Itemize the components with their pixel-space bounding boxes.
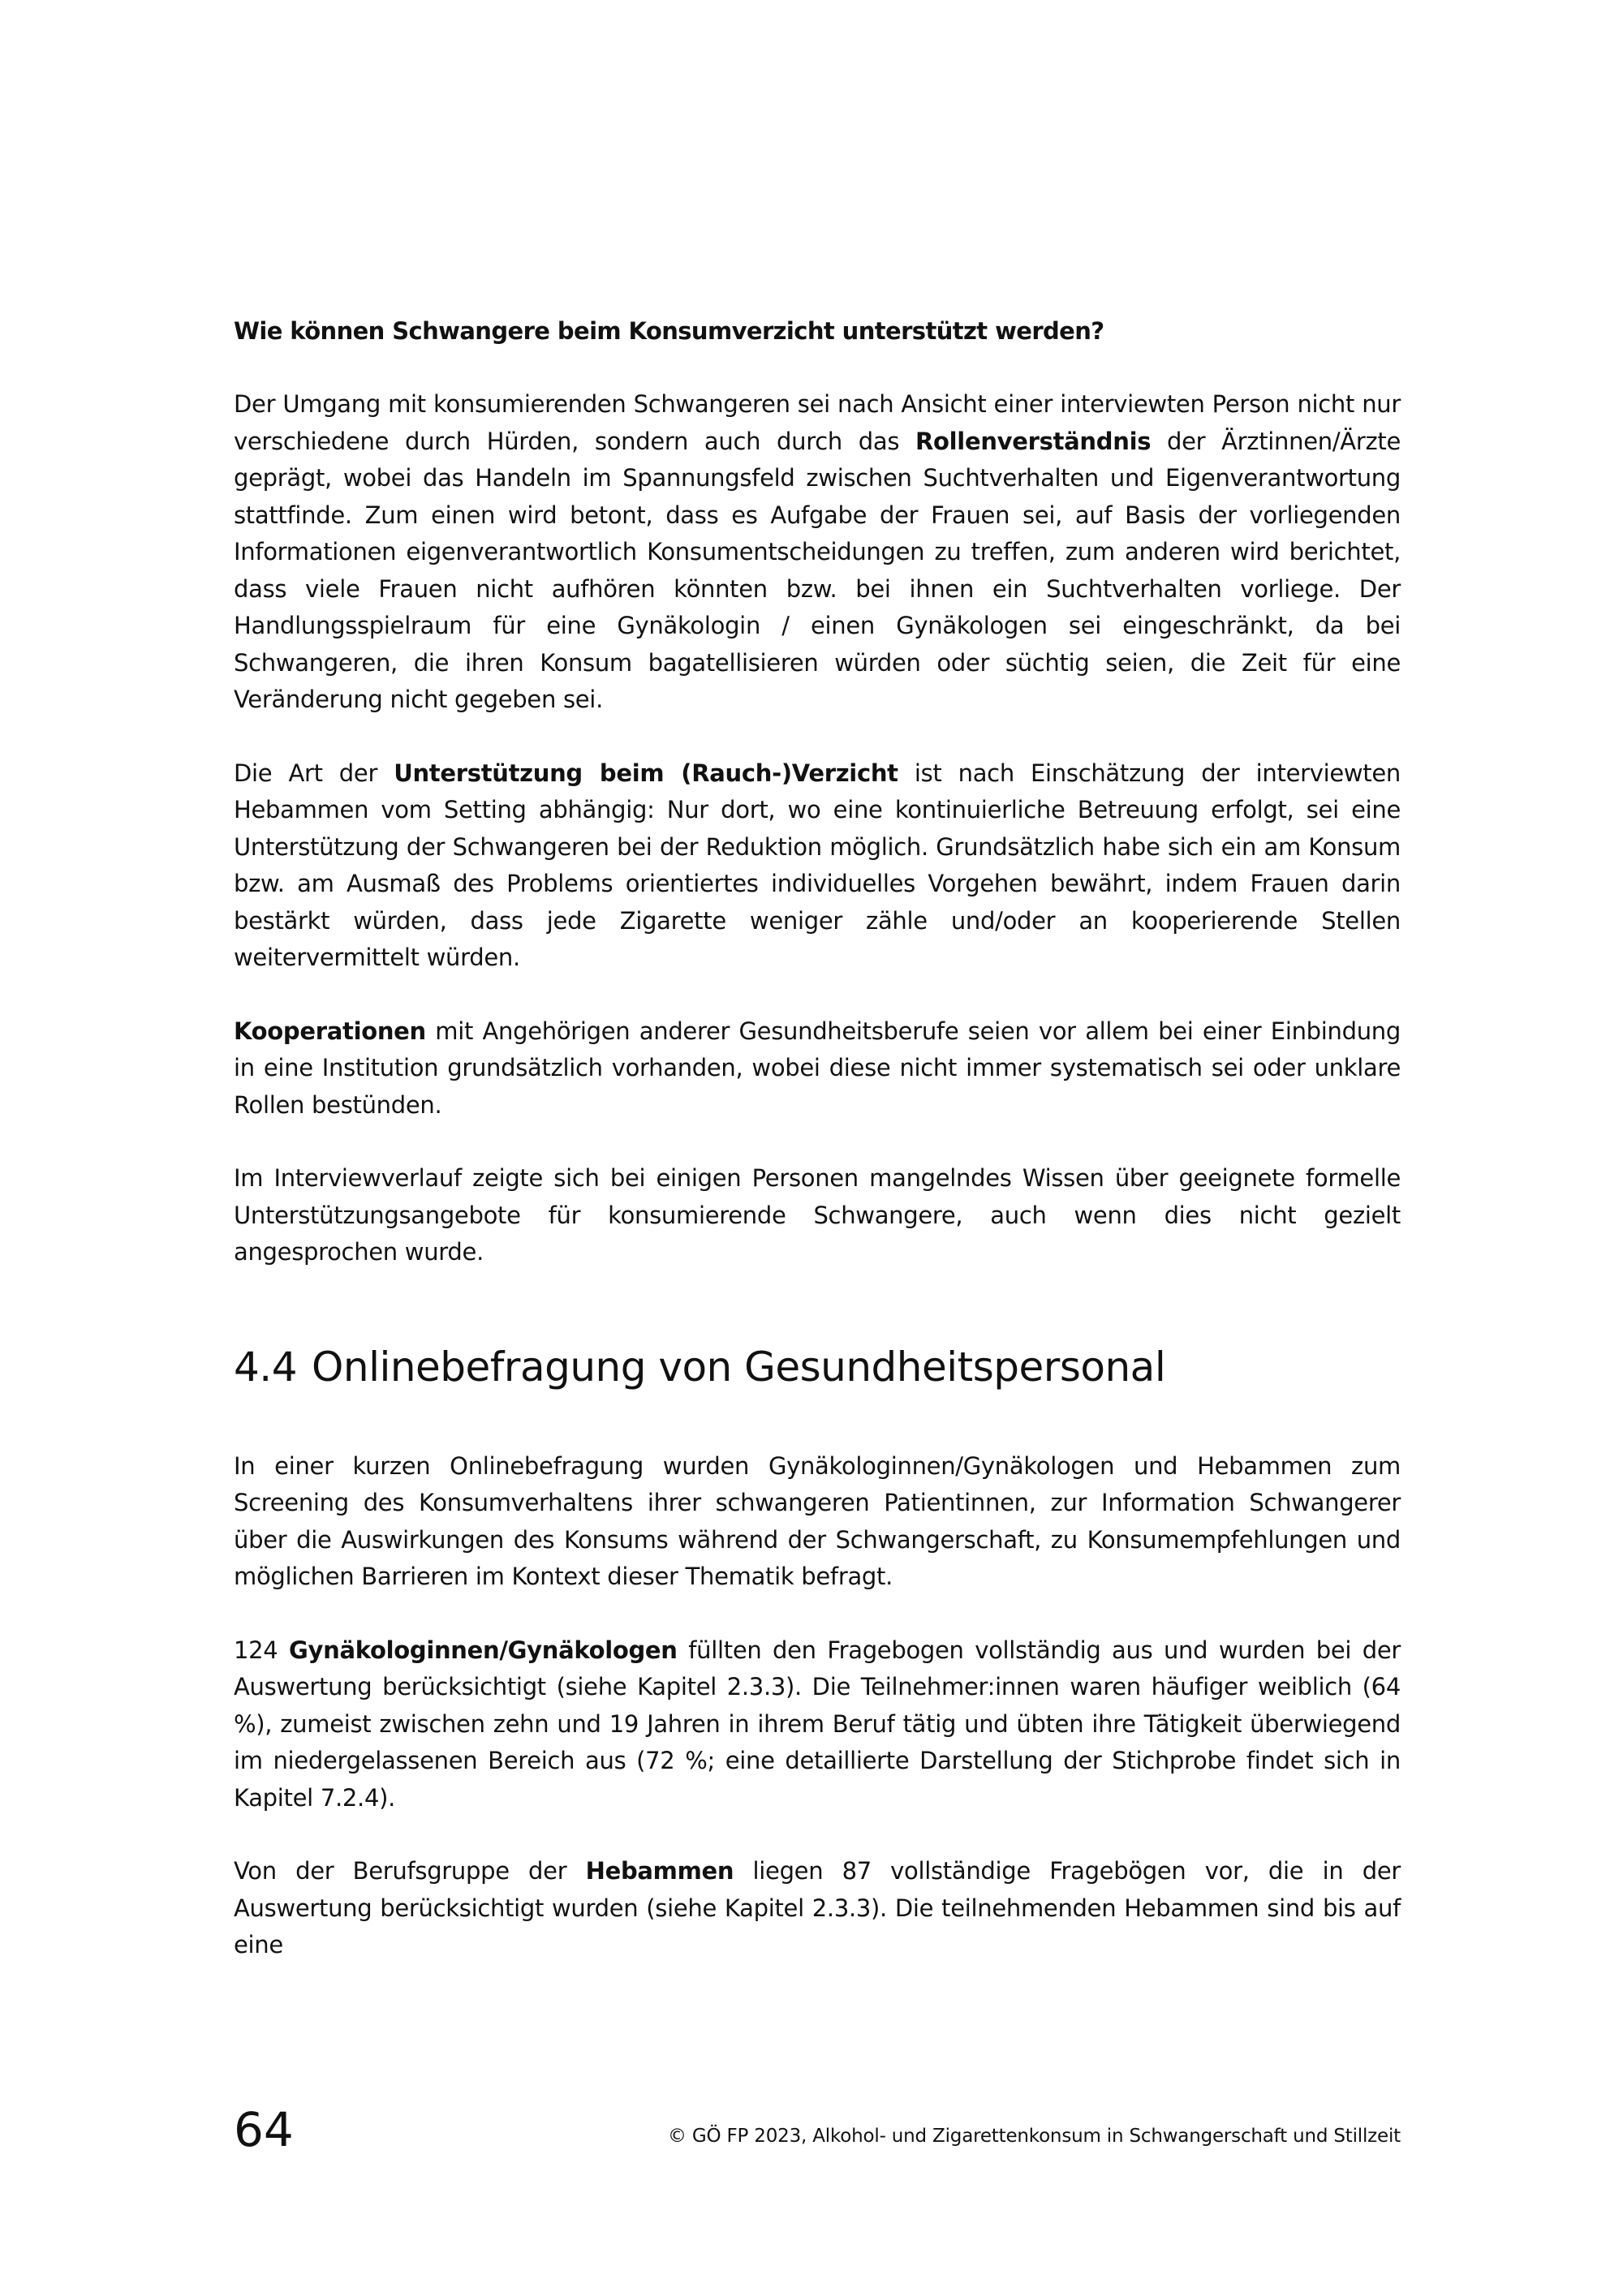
- paragraph-text: Der Umgang mit konsumierenden Schwangeren sei nach Ansicht einer interviewten Person nicht nur verschiedene durch Hürden, sondern auch durch das: [234, 390, 1401, 455]
- page-footer: [234, 2101, 1401, 2158]
- paragraph-text: mit Angehörigen anderer Gesundheitsberufe seien vor allem bei einer Einbindung in eine Institution grundsätzlich vorhanden, wobei diese nicht immer systematisch sei oder unklare Rollen bestünden.: [234, 1017, 1401, 1119]
- subheading: Wie können Schwangere beim Konsumverzicht unterstützt werden?: [234, 317, 1104, 345]
- paragraph-text: 124: [234, 1636, 290, 1664]
- bold-term: Unterstützung beim (Rauch-)Verzicht: [394, 759, 898, 787]
- section-title-text: Onlinebefragung von Gesundheitspersonal: [312, 1343, 1166, 1391]
- paragraph-text: ist nach Einschätzung der interviewten Hebammen vom Setting abhängig: Nur dort, wo eine kontinuierliche Betreuung erfolgt, sei eine Unterstützung der Schwangeren bei der Reduktion möglich. Grundsätzlich habe sich ein am Konsum bzw. am Ausmaß des Problems orientiertes individuelles Vorgehen bewährt, indem Frauen darin bestärkt würden, dass jede Zigarette weniger zähle und/oder an kooperierende Stellen weitervermittelt würden.: [234, 759, 1401, 971]
- paragraph-cooperation: [234, 1013, 1401, 1124]
- paragraph-survey-intro: In einer kurzen Onlinebefragung wurden Gynäkologinnen/Gynäkologen und Hebammen zum Screening des Konsumverhaltens ihrer schwangeren Patientinnen, zur Information Schwangerer über die Auswirkungen des Konsums während der Schwangerschaft, zu Konsumempfehlungen und möglichen Barrieren im Kontext dieser Thematik befragt.: [234, 1451, 1401, 1590]
- paragraph-midwives: [234, 1853, 1401, 1964]
- section-number: 4.4: [234, 1343, 298, 1391]
- paragraph-text: füllten den Fragebogen vollständig aus und wurden bei der Auswertung berücksichtigt (siehe Kapitel 2.3.3). Die Teilnehmer:innen waren häufiger weiblich (64 %), zumeist zwischen zehn und 19 Jahren in ihrem Beruf tätig und übten ihre Tätigkeit überwiegend im niedergelassenen Bereich aus (72 %; eine detaillierte Darstellung der Stichprobe findet sich in Kapitel 7.2.4).: [234, 1636, 1401, 1812]
- paragraph-role-understanding: [234, 386, 1401, 719]
- paragraph-support: [234, 755, 1401, 977]
- paragraph-text: der Ärztinnen/Ärzte geprägt, wobei das Handeln im Spannungsfeld zwischen Suchtverhalten und Eigenverantwortung stattfinde. Zum einen wird betont, dass es Aufgabe der Frauen sei, auf Basis der vorliegenden Informationen eigenverantwortlich Konsumentscheidungen zu treffen, zum anderen wird berichtet, dass viele Frauen nicht aufhören könnten bzw. bei ihnen ein Suchtverhalten vorliege. Der Handlungsspielraum für eine Gynäkologin / einen Gynäkologen sei eingeschränkt, da bei Schwangeren, die ihren Konsum bagatellisieren würden oder süchtig seien, die Zeit für eine Veränderung nicht gegeben sei.: [234, 427, 1401, 713]
- paragraph-text: liegen 87 vollständige Fragebögen vor, die in der Auswertung berücksichtigt wurden (siehe Kapitel 2.3.3). Die teilnehmenden Hebammen sind bis auf eine: [234, 1857, 1401, 1958]
- bold-term: Hebammen: [585, 1857, 734, 1885]
- paragraph-text: Von der Berufsgruppe der: [234, 1857, 586, 1885]
- section-title: [234, 1343, 1401, 1391]
- footer-copyright: © GÖ FP 2023, Alkohol- und Zigarettenkonsum in Schwangerschaft und Stillzeit: [667, 2126, 1401, 2147]
- page-number: 64: [234, 2102, 294, 2157]
- bold-term: Kooperationen: [234, 1017, 426, 1045]
- paragraph-gynecologists: [234, 1632, 1401, 1817]
- paragraph-text: Die Art der: [234, 759, 394, 787]
- bold-term: Gynäkologinnen/Gynäkologen: [289, 1636, 678, 1664]
- paragraph-knowledge: Im Interviewverlauf zeigte sich bei einigen Personen mangelndes Wissen über geeignete formelle Unterstützungsangebote für konsumierende Schwangere, auch wenn dies nicht gezielt angesprochen wurde.: [234, 1164, 1401, 1266]
- bold-term: Rollenverständnis: [915, 427, 1152, 455]
- page-content: [234, 313, 1401, 2001]
